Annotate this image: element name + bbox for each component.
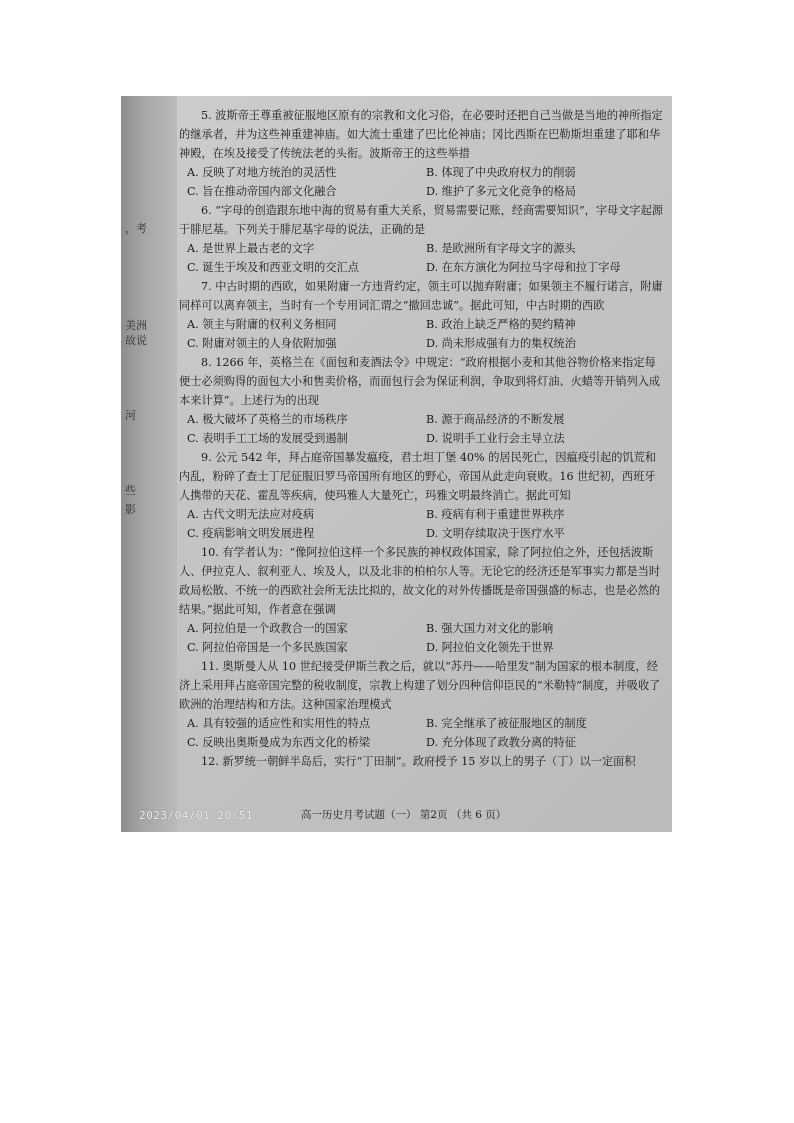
option-c: C. 诞生于埃及和西亚文明的交汇点 xyxy=(187,261,359,274)
question-9 xyxy=(179,448,665,543)
margin-fragment: ，考 xyxy=(125,222,147,235)
option-b: B. 体现了中央政府权力的削弱 xyxy=(426,166,576,179)
photo-timestamp: 2023/04/01 20:51 xyxy=(139,809,253,822)
margin-fragment: 河 xyxy=(125,409,136,422)
question-7 xyxy=(179,277,665,353)
options xyxy=(187,163,665,201)
margin-fragment: 影 xyxy=(125,503,136,516)
question-stem: 6. “字母的创造跟东地中海的贸易有重大关系，贸易需要记账，经商需要知识”，字母文字起源于腓尼基。下列关于腓尼基字母的说法，正确的是 xyxy=(179,204,663,236)
option-d: D. 阿拉伯文化领先于世界 xyxy=(426,641,554,654)
option-a: A. 古代文明无法应对疫病 xyxy=(187,508,315,521)
option-b: B. 完全继承了被征服地区的制度 xyxy=(426,717,587,730)
option-a: A. 反映了对地方统治的灵活性 xyxy=(187,166,337,179)
options xyxy=(187,505,665,543)
option-c: C. 表明手工工场的发展受到遏制 xyxy=(187,432,348,445)
options xyxy=(187,239,665,277)
option-c: C. 疫病影响文明发展进程 xyxy=(187,527,315,540)
page-footer xyxy=(121,804,672,822)
option-d: D. 充分体现了政教分离的特征 xyxy=(426,736,576,749)
question-stem: 12. 新罗统一朝鲜半岛后，实行“丁田制”。政府授予 15 岁以上的男子（丁）以一定面积 xyxy=(201,755,636,768)
option-a: A. 具有较强的适应性和实用性的特点 xyxy=(187,717,371,730)
page-info: 高一历史月考试题（一） 第2页 （共 6 页） xyxy=(301,809,507,821)
question-11 xyxy=(179,657,665,752)
question-stem: 7. 中古时期的西欧，如果附庸一方违背约定，领主可以抛弃附庸；如果领主不履行诺言，附庸同样可以离弃领主，当时有一个专用词汇谓之“撤回忠诚”。据此可知，中古时期的西欧 xyxy=(179,280,663,312)
options xyxy=(187,714,665,752)
question-stem: 5. 波斯帝王尊重被征服地区原有的宗教和文化习俗，在必要时还把自己当做是当地的神所指定的继承者，并为这些神重建神庙。如大流士重建了巴比伦神庙；冈比西斯在巴勒斯坦重建了耶和华神殿，在埃及接受了传统法老的头衔。波斯帝王的这些举措 xyxy=(179,109,663,160)
question-stem: 10. 有学者认为：“像阿拉伯这样一个多民族的神权政体国家，除了阿拉伯之外，还包括波斯人、伊拉克人、叙利亚人、埃及人，以及北非的柏柏尔人等。无论它的经济还是军事实力都是当时政局松散、不统一的西欧社会所无法比拟的，故文化的对外传播既是帝国强盛的标志，也是必然的结果。”据此可知，作者意在强调 xyxy=(179,546,661,616)
option-a: A. 是世界上最古老的文字 xyxy=(187,242,315,255)
margin-fragment: 美洲 xyxy=(125,319,147,332)
option-c: C. 旨在推动帝国内部文化融合 xyxy=(187,185,337,198)
option-c: C. 附庸对领主的人身依附加强 xyxy=(187,337,337,350)
options xyxy=(187,315,665,353)
options xyxy=(187,619,665,657)
option-d: D. 在东方演化为阿拉马字母和拉丁字母 xyxy=(426,261,621,274)
question-12 xyxy=(179,752,665,771)
option-a: A. 阿拉伯是一个政教合一的国家 xyxy=(187,622,348,635)
option-d: D. 尚未形成强有力的集权统治 xyxy=(426,337,576,350)
option-c: C. 阿拉伯帝国是一个多民族国家 xyxy=(187,641,348,654)
question-stem: 11. 奥斯曼人从 10 世纪接受伊斯兰教之后，就以“苏丹——哈里发”制为国家的根本制度，经济上采用拜占庭帝国完整的税收制度，宗教上构建了划分四种信仰臣民的“米勒特”制度，并吸收了欧洲的治理结构和方法。这种国家治理模式 xyxy=(179,660,661,711)
option-b: B. 源于商品经济的不断发展 xyxy=(426,413,565,426)
exam-content xyxy=(179,106,665,771)
option-a: A. 领主与附庸的权利义务相同 xyxy=(187,318,337,331)
margin-fragment: 些 xyxy=(125,484,136,497)
question-stem: 9. 公元 542 年，拜占庭帝国暴发瘟疫，君士坦丁堡 40% 的居民死亡，因瘟疫引起的饥荒和内乱，粉碎了查士丁尼征服旧罗马帝国所有地区的野心，帝国从此走向衰败。16 世纪初，西班牙人携带的天花、霍乱等疾病，使玛雅人大量死亡，玛雅文明最终消亡。据此可知 xyxy=(179,451,657,502)
question-6 xyxy=(179,201,665,277)
options xyxy=(187,410,665,448)
option-d: D. 文明存续取决于医疗水平 xyxy=(426,527,565,540)
left-margin-strip xyxy=(121,96,177,832)
document-photo xyxy=(121,96,672,832)
margin-fragment: 故说 xyxy=(125,334,147,347)
question-5 xyxy=(179,106,665,201)
option-b: B. 强大国力对文化的影响 xyxy=(426,622,554,635)
option-d: D. 维护了多元文化竞争的格局 xyxy=(426,185,576,198)
option-d: D. 说明手工业行会主导立法 xyxy=(426,432,565,445)
option-a: A. 极大破坏了英格兰的市场秩序 xyxy=(187,413,348,426)
option-b: B. 是欧洲所有字母文字的源头 xyxy=(426,242,576,255)
option-c: C. 反映出奥斯曼成为东西文化的桥梁 xyxy=(187,736,371,749)
question-10 xyxy=(179,543,665,657)
question-stem: 8. 1266 年，英格兰在《面包和麦酒法令》中规定：“政府根据小麦和其他谷物价格来指定每便士必须购得的面包大小和售卖价格，而面包行会为保证利润，争取到将灯油、火蜡等开销列入成本来计算”。上述行为的出现 xyxy=(179,356,661,407)
option-b: B. 政治上缺乏严格的契约精神 xyxy=(426,318,576,331)
question-8 xyxy=(179,353,665,448)
option-b: B. 疫病有利于重建世界秩序 xyxy=(426,508,565,521)
